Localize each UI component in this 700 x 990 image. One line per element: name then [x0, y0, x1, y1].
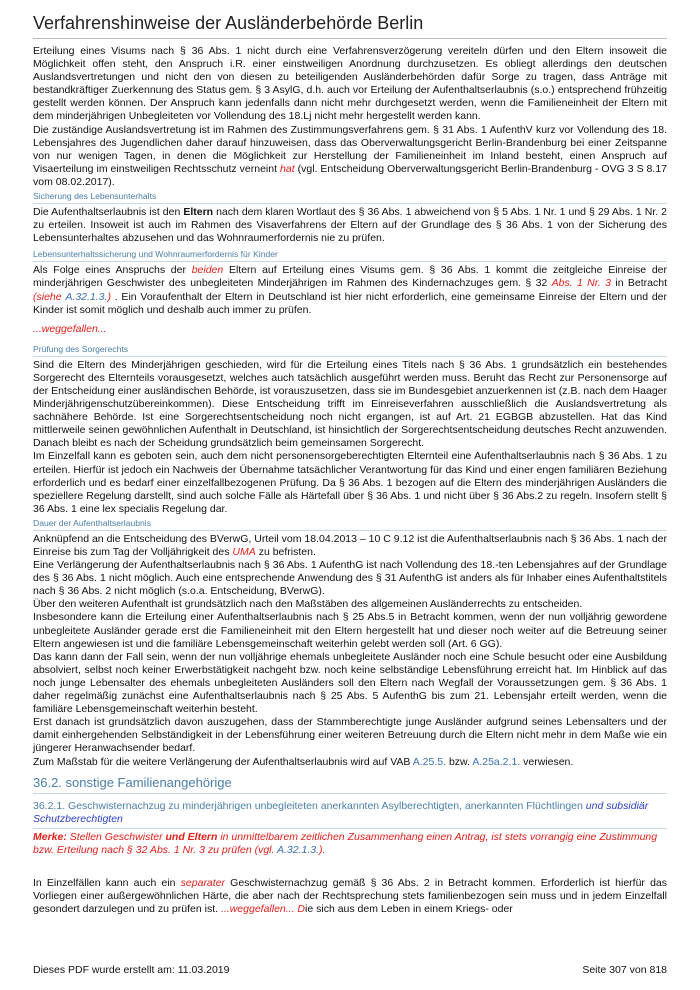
- footer-created-date: Dieses PDF wurde erstellt am: 11.03.2019: [33, 964, 230, 976]
- paragraph-visa-delay: Erteilung eines Visums nach § 36 Abs. 1 nicht durch eine Verfahrensverzögerung vereiteln dürfen und den Eltern insoweit die Möglichkeit offen steht, den Anspruch i.R. einer einstweiligen Anordnung durchzusetzen. Es obliegt allerdings den deutschen Auslandsvertretungen und nicht den von diesen zu beteiligenden Ausländerbehörden dafür Sorge zu tragen, dass Anträge mit bestandkräftiger Zuerkennung des Status gem. § 3 AsylG, d.h. auch vor Erteilung der Aufenthaltserlaubnis (s.o.) entsprechend frühzeitig gestellt werden können. Der Anspruch kann jedenfalls dann nicht mehr durchgesetzt werden, wenn die Familieneinheit der Eltern mit dem minderjährigen Unbegleiteten vor Vollendung des 18.Lj nicht mehr hergestellt werden kann.: [33, 45, 667, 123]
- paragraph-geschwisternachzug: In Einzelfällen kann auch ein separater Geschwisternachzug gemäß § 36 Abs. 2 in Betracht kommen. Erforderlich ist hierfür das Vorliegen einer außergewöhnlichen Härte, die aber nach der Rechtsprechung stets familienbezogen sein muss und in jedem Einzelfall gesondert darzulegen und zu prüfen ist. ...weggefallen... Die sich aus dem Leben in einem Kriegs- oder: [33, 877, 667, 916]
- paragraph-kindernachzug: Als Folge eines Anspruchs der beiden Eltern auf Erteilung eines Visums gem. § 36 Abs. 1 kommt die zeitgleiche Einreise der minderjährigen Geschwister des unbegleiteten Minderjährigen im Rahmen des Kindernachzuges gem. § 32 Abs. 1 Nr. 3 in Betracht (siehe A.32.1.3.) . Ein Voraufenthalt der Eltern in Deutschland ist hier nicht erforderlich, eine gemeinsame Einreise der Eltern und der Kinder ist somit möglich und deshalb auch immer zu prüfen.: [33, 264, 668, 316]
- document-page: [33, 0, 667, 917]
- footer-page-number: Seite 307 von 818: [582, 964, 667, 976]
- link-merke-a-32-1-3[interactable]: A.32.1.3.: [276, 843, 319, 856]
- heading-36-2-1: 36.2.1. Geschwisternachzug zu minderjährigen unbegleiteten anerkannten Asylberechtigten, anerkannten Flüchtlingen und subsidiär Schutzberechtigten: [33, 800, 667, 829]
- paragraph-dauer-7: Zum Maßstab für die weitere Verlängerung der Aufenthaltserlaubnis wird auf VAB A.25.5. bzw. A.25a.2.1. verwiesen.: [33, 755, 574, 768]
- spacer: [33, 867, 667, 877]
- heading-sorgerecht: Prüfung des Sorgerechts: [33, 344, 667, 357]
- heading-36-2: 36.2. sonstige Familienangehörige: [33, 774, 667, 794]
- paragraph-sicherung: Die Aufenthaltserlaubnis ist den Eltern nach dem klaren Wortlaut des § 36 Abs. 1 abweichend von § 5 Abs. 1 Nr. 1 und § 29 Abs. 1 Nr. 2 zu erteilen. Insoweit ist auch im Rahmen des Visaverfahrens der Eltern auf der Grundlage des § 36 Abs. 1 von der Sicherung des Lebensunterhaltes abzusehen und das Wohnraumerfordernis nie zu prüfen.: [33, 206, 668, 245]
- paragraph-sorgerecht-2: Im Einzelfall kann es geboten sein, auch dem nicht personensorgeberechtigten Elternteil eine Aufenthaltserlaubnis nach § 36 Abs. 1 zu erteilen. Hierfür ist jedoch ein Nachweis der Übernahme tatsächlicher Verantwortung für das Kind und einer engen familiären Beziehung erforderlich und es bedarf einer einzelfallbezogenen Prüfung. Da § 36 Abs. 1 bezogen auf die Eltern des minderjährigen Ausländers die speziellere Regelung darstellt, sind auch solche Fälle als Härtefall über § 36 Abs. 1 und nicht über § 36 Abs.2 zu regeln. Insofern stellt § 36 Abs. 1 eine lex specialis Regelung dar.: [33, 450, 667, 515]
- heading-dauer: Dauer der Aufenthaltserlaubnis: [33, 518, 667, 531]
- paragraph-dauer-2: Eine Verlängerung der Aufenthaltserlaubnis nach § 36 Abs. 1 AufenthG ist nach Vollendung des 18.-ten Lebensjahres auf der Grundlage des § 36 Abs. 1 nicht möglich. Auch eine entsprechende Anwendung des § 31 AufenthG ist anders als für Inhaber eines Aufenthaltstitels nach § 36 Abs. 2 nicht möglich (s.o.a. Entscheidung, BVerwG).: [33, 559, 667, 598]
- paragraph-dauer-5: Das kann dann der Fall sein, wenn der nun volljährige ehemals unbegleitete Ausländer noch eine Schule besucht oder eine Ausbildung absolviert, selbst noch keiner Erwerbstätigkeit nachgeht bzw. noch keine selbständige Lebensführung erreicht hat. Im Hinblick auf das noch junge Lebensalter des ehemals unbegleiteten Ausländers soll den Eltern nach Wegfall der Voraussetzungen gem. § 36 Abs. 1 daher regelmäßig zunächst eine Aufenthaltserlaubnis nach § 25 Abs. 5 AufenthG bis zum 21. Lebensjahr erteilt werden, wenn die familiäre Lebensgemeinschaft weiterhin besteht.: [33, 650, 667, 716]
- paragraph-dauer-4: Insbesondere kann die Erteilung einer Aufenthaltserlaubnis nach § 25 Abs.5 in Betracht kommen, wenn der nun volljährig gewordene unbegleitete Ausländer gerade erst die Familieneinheit mit den Eltern hergestellt hat und dieser noch weiter auf die Betreuung seiner Eltern angewiesen ist und die familiäre Lebensgemeinschaft weiterhin gelebt werden soll (Art. 6 GG).: [33, 611, 667, 650]
- heading-sicherung-lebensunterhalt: Sicherung des Lebensunterhalts: [33, 191, 667, 204]
- paragraph-sorgerecht-1: Sind die Eltern des Minderjährigen geschieden, wird für die Erteilung eines Titels nach § 36 Abs. 1 grundsätzlich ein bestehendes Sorgerecht des Elternteils vorausgesetzt, welches auch tatsächlich ausgeführt werden muss. Beruht das Recht zur Personensorge auf der Entscheidung einer ausländischen Behörde, ist vorauszusetzen, dass sie im Bundesgebiet anzuerkennen ist (z.B. nach dem Haager Minderjährigenschutzübereinkommen). Diese Entscheidung trifft im Einreiseverfahren ausschließlich die Auslandsvertretung als sachnähere Behörde. Ist eine Sorgerechtsentscheidung noch nicht ergangen, ist auf Art. 21 EGBGB abzustellen. Hat das Kind mittlerweile seinen gewöhnlichen Aufenthalt in Deutschland, ist hinsichtlich der Sorgerechtsentscheidung deutsches Recht anzuwenden. Danach bleibt es nach der Scheidung grundsätzlich beim gemeinsamen Sorgerecht.: [33, 358, 667, 450]
- heading-wohnraum-kinder: Lebensunterhaltssicherung und Wohnraumerfordernis für Kinder: [33, 249, 667, 262]
- paragraph-dauer-6: Erst danach ist grundsätzlich davon auszugehen, dass der Stammberechtigte junge Ausländer aufgrund seines Lebensalters und der damit einhergehenden Selbständigkeit in der Lebensführung einer weiteren Betreuung durch die Eltern nicht mehr in dem Maße wie ein jüngerer Heranwachsender bedarf.: [33, 716, 667, 755]
- paragraph-dauer-1: Anknüpfend an die Entscheidung des BVerwG, Urteil vom 18.04.2013 – 10 C 9.12 ist die Aufenthaltserlaubnis nach § 36 Abs. 1 nach der Einreise bis zum Tag der Volljährigkeit des UMA zu befristen.: [33, 532, 667, 558]
- link-a-25a-2-1[interactable]: A.25a.2.1.: [472, 755, 521, 768]
- page-title: Verfahrenshinweise der Ausländerbehörde Berlin: [33, 12, 667, 39]
- link-a-25-5[interactable]: A.25.5.: [412, 755, 447, 768]
- removed-marker: ...weggefallen...: [33, 322, 107, 335]
- link-a-32-1-3[interactable]: A.32.1.3.: [65, 290, 108, 303]
- paragraph-auslandsvertretung: Die zuständige Auslandsvertretung ist im Rahmen des Zustimmungsverfahrens gem. § 31 Abs. 1 AufenthV kurz vor Vollendung des 18. Lebensjahres des Jugendlichen daher darauf hinzuweisen, dass das Oberverwaltungsgericht Berlin-Brandenburg bei einer Zeitspanne von nur wenigen Tagen, in denen die Möglichkeit zur Herstellung der Familieneinheit im Inland besteht, einen Anspruch auf Visaerteilung im einstweiligen Rechtsschutz verneint hat (vgl. Entscheidung Oberverwaltungsgericht Berlin-Brandenburg - OVG 3 S 8.17 vom 08.02.2017).: [33, 123, 667, 188]
- merke-note: Merke: Stellen Geschwister und Eltern in unmittelbarem zeitlichen Zusammenhang einen Antrag, ist stets vorrangig eine Zustimmung bzw. Erteilung nach § 32 Abs. 1 Nr. 3 zu prüfen (vgl. A.32.1.3.).: [33, 830, 658, 856]
- paragraph-dauer-3: Über den weiteren Aufenthalt ist grundsätzlich nach den Maßstäben des allgemeinen Ausländerrechts zu entscheiden.: [33, 598, 583, 611]
